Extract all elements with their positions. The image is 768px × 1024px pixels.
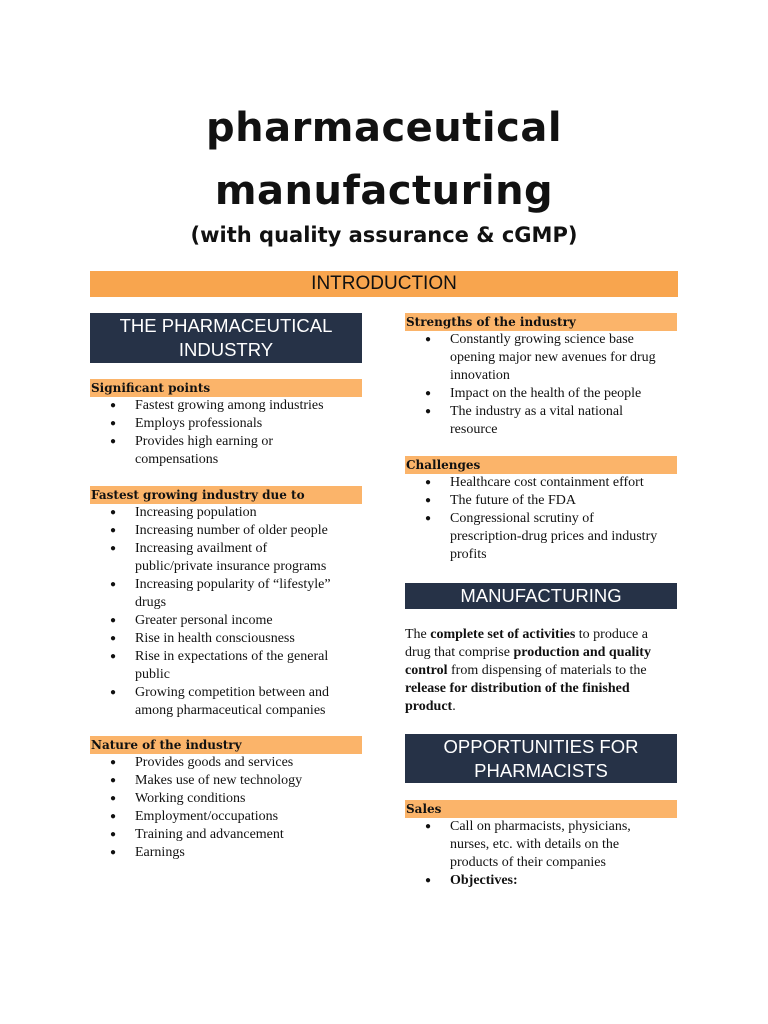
fastest-growing-list bbox=[90, 504, 362, 720]
list-item bbox=[405, 474, 677, 492]
list-item-text: Increasing number of older people bbox=[135, 523, 328, 538]
bullet-icon: ● bbox=[110, 793, 117, 804]
bullet-icon: ● bbox=[110, 615, 117, 626]
list-item-text: compensations bbox=[135, 452, 219, 467]
list-item bbox=[90, 826, 362, 844]
list-item bbox=[405, 818, 677, 836]
list-item bbox=[90, 844, 362, 862]
list-item-continuation bbox=[405, 367, 677, 385]
list-item-text: The future of the FDA bbox=[450, 493, 576, 508]
list-item-text: Earnings bbox=[135, 845, 185, 860]
list-item-text: Increasing availment of bbox=[135, 541, 268, 556]
opportunities-header bbox=[405, 734, 677, 783]
para-text: from dispensing of materials to the bbox=[447, 663, 647, 678]
list-item bbox=[90, 684, 362, 702]
list-item-text: Growing competition between and bbox=[135, 685, 330, 700]
list-item-text: Provides high earning or bbox=[135, 434, 274, 449]
para-text: The bbox=[405, 627, 431, 642]
list-item-continuation bbox=[405, 836, 677, 854]
bullet-icon: ● bbox=[110, 757, 117, 768]
list-item-continuation bbox=[90, 666, 362, 684]
list-item bbox=[90, 808, 362, 826]
bullet-icon: ● bbox=[110, 651, 117, 662]
list-item bbox=[90, 540, 362, 558]
list-item-text: resource bbox=[450, 422, 498, 437]
list-item bbox=[90, 630, 362, 648]
para-bold: complete set of activities bbox=[430, 627, 576, 642]
bullet-icon: ● bbox=[110, 525, 117, 536]
list-item-text: Rise in health consciousness bbox=[135, 631, 295, 646]
challenges-list bbox=[405, 474, 677, 564]
nature-of-industry-list bbox=[90, 754, 362, 862]
bullet-icon: ● bbox=[425, 513, 432, 524]
list-item-text: Working conditions bbox=[135, 791, 246, 806]
bullet-icon: ● bbox=[110, 811, 117, 822]
list-item-text: public bbox=[135, 667, 170, 682]
list-item bbox=[90, 522, 362, 540]
bullet-icon: ● bbox=[425, 495, 432, 506]
list-item-text: The industry as a vital national bbox=[450, 404, 624, 419]
challenges-label: Challenges bbox=[405, 456, 677, 474]
list-item bbox=[90, 772, 362, 790]
page-subtitle: (with quality assurance & cGMP) bbox=[190, 223, 578, 247]
list-item-text: Constantly growing science base bbox=[450, 332, 634, 347]
list-item-text: public/private insurance programs bbox=[135, 559, 327, 574]
bullet-icon: ● bbox=[110, 543, 117, 554]
list-item bbox=[405, 492, 677, 510]
list-item bbox=[90, 415, 362, 433]
list-item bbox=[90, 433, 362, 451]
list-item-text: Increasing popularity of “lifestyle” bbox=[135, 577, 331, 592]
list-item-continuation bbox=[90, 558, 362, 576]
bullet-icon: ● bbox=[425, 388, 432, 399]
manufacturing-header: MANUFACTURING bbox=[405, 583, 677, 609]
bullet-icon: ● bbox=[110, 579, 117, 590]
list-item bbox=[405, 403, 677, 421]
list-item-continuation bbox=[90, 451, 362, 469]
list-item-continuation bbox=[405, 349, 677, 367]
sales-label: Sales bbox=[405, 800, 677, 818]
list-item bbox=[405, 385, 677, 403]
significant-points-label: Significant points bbox=[90, 379, 362, 397]
strengths-list bbox=[405, 331, 677, 439]
list-item-text: Provides goods and services bbox=[135, 755, 294, 770]
list-item bbox=[405, 331, 677, 349]
list-item-text: drugs bbox=[135, 595, 167, 610]
list-item-text: Call on pharmacists, physicians, bbox=[450, 819, 631, 834]
list-item bbox=[90, 397, 362, 415]
list-item-text: profits bbox=[450, 547, 487, 562]
list-item-text: Congressional scrutiny of bbox=[450, 511, 594, 526]
list-item-continuation bbox=[90, 594, 362, 612]
bullet-icon: ● bbox=[110, 507, 117, 518]
list-item-text: Rise in expectations of the general bbox=[135, 649, 329, 664]
list-item-text: nurses, etc. with details on the bbox=[450, 837, 620, 852]
list-item-text: among pharmaceutical companies bbox=[135, 703, 326, 718]
list-item-text: Training and advancement bbox=[135, 827, 284, 842]
list-item-text: Employment/occupations bbox=[135, 809, 279, 824]
list-item-continuation bbox=[405, 546, 677, 564]
objectives-label: Objectives: bbox=[450, 873, 518, 888]
list-item-text: prescription-drug prices and industry bbox=[450, 529, 658, 544]
list-item bbox=[90, 612, 362, 630]
introduction-banner: INTRODUCTION bbox=[90, 271, 678, 297]
list-item-continuation bbox=[405, 421, 677, 439]
bullet-icon: ● bbox=[110, 847, 117, 858]
para-text: . bbox=[452, 699, 456, 714]
list-item-text: Makes use of new technology bbox=[135, 773, 303, 788]
header-line: INDUSTRY bbox=[178, 339, 274, 360]
list-item-continuation bbox=[405, 528, 677, 546]
list-item-text: Greater personal income bbox=[135, 613, 273, 628]
bullet-icon: ● bbox=[425, 875, 432, 886]
nature-of-industry-label: Nature of the industry bbox=[90, 736, 362, 754]
para-text: to produce a drug that comprise bbox=[405, 627, 648, 660]
list-item bbox=[90, 754, 362, 772]
para-bold: production and quality control bbox=[405, 645, 651, 678]
bullet-icon: ● bbox=[110, 436, 117, 447]
list-item bbox=[90, 648, 362, 666]
list-item-continuation bbox=[90, 702, 362, 720]
list-item-text: Employs professionals bbox=[135, 416, 263, 431]
bullet-icon: ● bbox=[110, 687, 117, 698]
para-bold: release for distribution of the finished product bbox=[405, 681, 630, 714]
list-item-text: products of their companies bbox=[450, 855, 606, 870]
header-line: OPPORTUNITIES FOR bbox=[443, 736, 639, 757]
list-item-text: Fastest growing among industries bbox=[135, 398, 324, 413]
list-item-text: innovation bbox=[450, 368, 510, 383]
bullet-icon: ● bbox=[425, 334, 432, 345]
header-line: PHARMACISTS bbox=[474, 760, 608, 781]
list-item-text: Increasing population bbox=[135, 505, 257, 520]
bullet-icon: ● bbox=[110, 418, 117, 429]
bullet-icon: ● bbox=[110, 829, 117, 840]
significant-points-list bbox=[90, 397, 362, 469]
list-item bbox=[405, 510, 677, 528]
bullet-icon: ● bbox=[425, 821, 432, 832]
manufacturing-definition bbox=[405, 626, 677, 716]
bullet-icon: ● bbox=[425, 477, 432, 488]
pharmaceutical-industry-header bbox=[90, 313, 362, 363]
page-title-line-2: manufacturing bbox=[214, 168, 554, 214]
fastest-growing-label: Fastest growing industry due to bbox=[90, 486, 362, 504]
bullet-icon: ● bbox=[425, 406, 432, 417]
sales-list bbox=[405, 818, 677, 890]
page-title-line-1: pharmaceutical bbox=[205, 105, 563, 151]
strengths-label: Strengths of the industry bbox=[405, 313, 677, 331]
list-item-continuation bbox=[405, 854, 677, 872]
list-item bbox=[90, 790, 362, 808]
bullet-icon: ● bbox=[110, 775, 117, 786]
list-item bbox=[90, 504, 362, 522]
list-item bbox=[405, 872, 677, 890]
list-item bbox=[90, 576, 362, 594]
list-item-text: opening major new avenues for drug bbox=[450, 350, 656, 365]
header-line: THE PHARMACEUTICAL bbox=[119, 315, 333, 336]
list-item-text: Healthcare cost containment effort bbox=[450, 475, 644, 490]
bullet-icon: ● bbox=[110, 633, 117, 644]
bullet-icon: ● bbox=[110, 400, 117, 411]
list-item-text: Impact on the health of the people bbox=[450, 386, 642, 401]
